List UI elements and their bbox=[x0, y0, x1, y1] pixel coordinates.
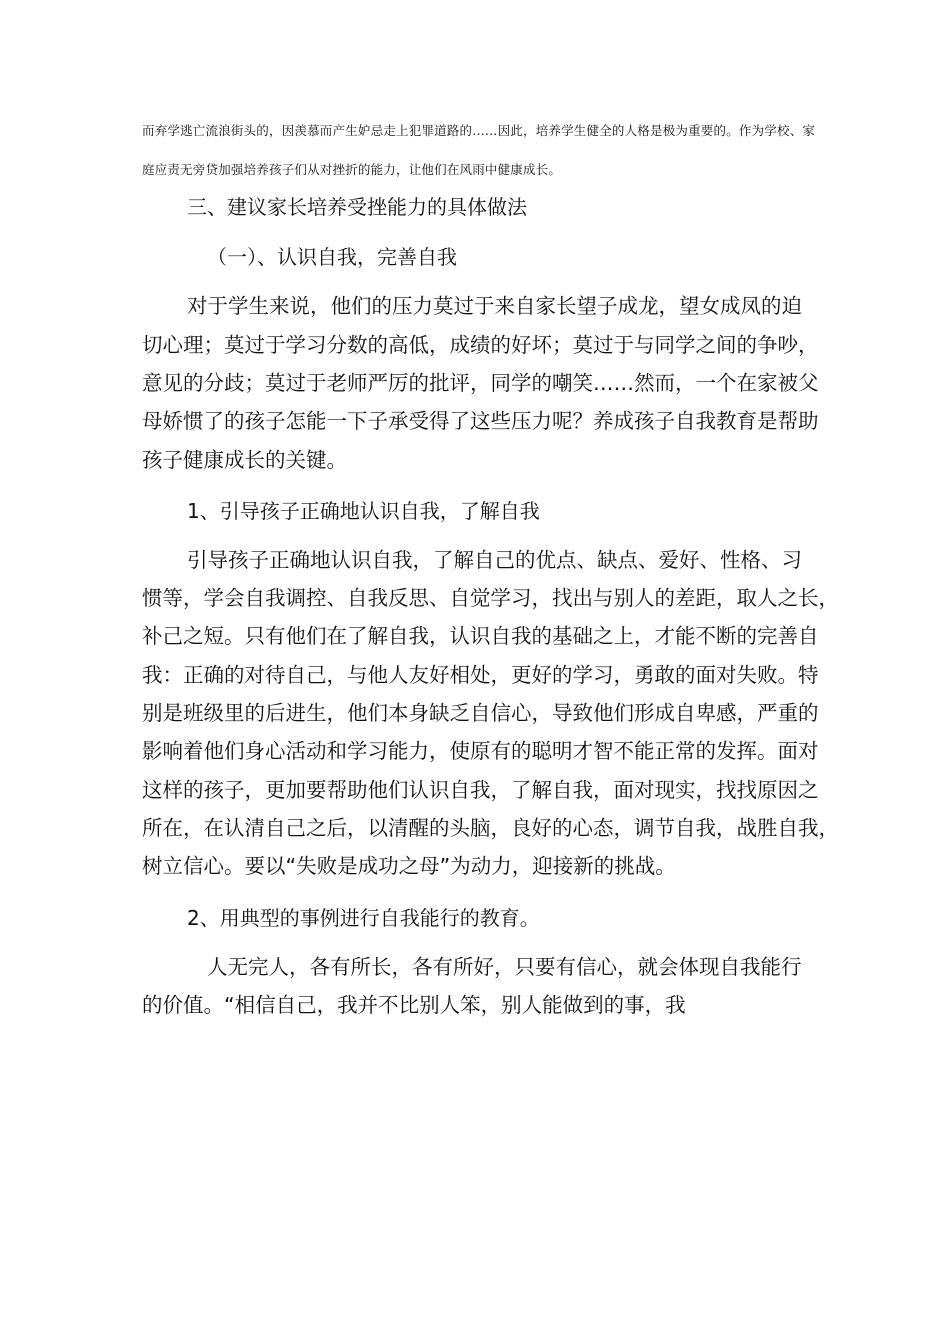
paragraph-1-line-5: 孩子健康成长的关键。 bbox=[142, 448, 347, 472]
paragraph-1-line-4: 母娇惯了的孩子怎能一下子承受得了这些压力呢？养成孩子自我教育是帮助 bbox=[142, 409, 819, 433]
paragraph-3-line-2: 的价值。“相信自己，我并不比别人笨，别人能做到的事，我 bbox=[142, 993, 686, 1017]
paragraph-1-line-2: 切心理；莫过于学习分数的高低，成绩的好坏；莫过于与同学之间的争吵， bbox=[142, 333, 819, 357]
paragraph-2-line-6: 影响着他们身心活动和学习能力，使原有的聪明才智不能正常的发挥。面对 bbox=[142, 739, 819, 763]
paragraph-3-line-1: 人无完人，各有所长，各有所好，只要有信心，就会体现自我能行 bbox=[207, 955, 802, 979]
top-paragraph-line-1: 而弃学逃亡流浪街头的，因羡慕而产生妒忌走上犯罪道路的……因此，培养学生健全的人格是极为重要的。作为学校、家 bbox=[142, 123, 816, 138]
item-1-title: 1、引导孩子正确地认识自我，了解自我 bbox=[187, 499, 540, 523]
paragraph-2-line-2: 惯等，学会自我调控、自我反思、自觉学习，找出与别人的差距，取人之长， bbox=[142, 586, 839, 610]
paragraph-2-line-4: 我：正确的对待自己，与他人友好相处，更好的学习，勇敢的面对失败。特 bbox=[142, 663, 819, 687]
top-paragraph-line-2: 庭应责无旁贷加强培养孩子们从对挫折的能力，让他们在风雨中健康成长。 bbox=[142, 162, 562, 177]
paragraph-2-line-3: 补己之短。只有他们在了解自我，认识自我的基础之上，才能不断的完善自 bbox=[142, 624, 819, 648]
paragraph-2-line-5: 别是班级里的后进生，他们本身缺乏自信心，导致他们形成自卑感，严重的 bbox=[142, 701, 819, 725]
item-2-title: 2、用典型的事例进行自我能行的教育。 bbox=[187, 906, 540, 930]
paragraph-1-line-3: 意见的分歧；莫过于老师严厉的批评，同学的嘲笑……然而，一个在家被父 bbox=[142, 371, 819, 395]
paragraph-1-line-1: 对于学生来说，他们的压力莫过于来自家长望子成龙，望女成凤的迫 bbox=[187, 294, 802, 318]
paragraph-2-line-7: 这样的孩子，更加要帮助他们认识自我，了解自我，面对现实，找找原因之 bbox=[142, 778, 819, 802]
paragraph-2-line-1: 引导孩子正确地认识自我，了解自己的优点、缺点、爱好、性格、习 bbox=[187, 548, 802, 572]
paragraph-2-line-8: 所在，在认清自己之后，以清醒的头脑，良好的心态，调节自我，战胜自我， bbox=[142, 816, 839, 840]
paragraph-2-line-9: 树立信心。要以“失败是成功之母”为动力，迎接新的挑战。 bbox=[142, 854, 676, 878]
subsection-title: （一）、认识自我，完善自我 bbox=[207, 245, 457, 269]
section-title: 三、建议家长培养受挫能力的具体做法 bbox=[187, 195, 527, 219]
